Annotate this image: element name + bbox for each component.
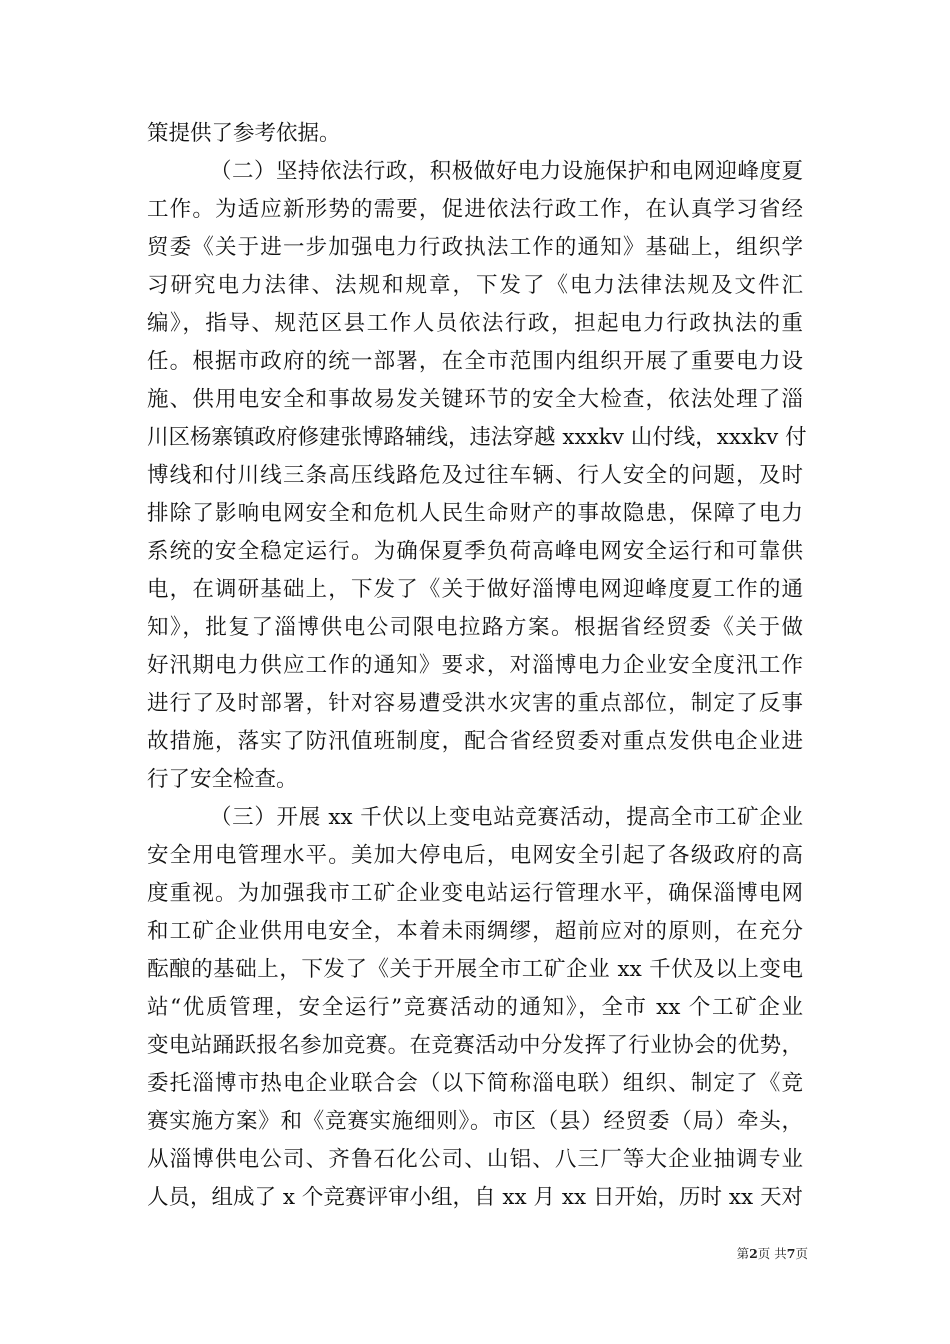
text-line: 行了安全检查。 <box>147 767 298 792</box>
text-line: （三）开展 xx 千伏以上变电站竞赛活动，提高全市工矿企业 <box>210 805 803 830</box>
text-line: 站“优质管理，安全运行”竞赛活动的通知》，全市 xx 个工矿企业 <box>147 995 803 1020</box>
text-line: 赛实施方案》和《竞赛实施细则》。市区（县）经贸委（局）牵头， <box>147 1109 803 1134</box>
footer-suffix: 页 <box>795 1246 808 1261</box>
text-line: 博线和付川线三条高压线路危及过往车辆、行人安全的问题，及时 <box>147 463 803 488</box>
text-line: 安全用电管理水平。美加大停电后，电网安全引起了各级政府的高 <box>147 843 803 868</box>
text-line: 贸委《关于进一步加强电力行政执法工作的通知》基础上，组织学 <box>147 235 803 260</box>
text-line: 排除了影响电网安全和危机人民生命财产的事故隐患，保障了电力 <box>147 501 803 526</box>
text-line: 好汛期电力供应工作的通知》要求，对淄博电力企业安全度汛工作 <box>147 653 803 678</box>
text-line: 酝酿的基础上，下发了《关于开展全市工矿企业 xx 千伏及以上变电 <box>147 957 803 982</box>
page-number-footer <box>737 1246 808 1262</box>
text-line: 和工矿企业供用电安全，本着未雨绸缪，超前应对的原则，在充分 <box>147 919 803 944</box>
footer-prefix: 第 <box>736 1246 750 1261</box>
text-line: 川区杨寨镇政府修建张博路辅线，违法穿越 xxxkv 山付线，xxxkv 付 <box>147 425 807 450</box>
text-line: 系统的安全稳定运行。为确保夏季负荷高峰电网安全运行和可靠供 <box>147 539 803 564</box>
text-line: 委托淄博市热电企业联合会（以下简称淄电联）组织、制定了《竞 <box>147 1071 803 1096</box>
text-line: 编》，指导、规范区县工作人员依法行政，担起电力行政执法的重 <box>147 311 803 336</box>
text-line: 知》，批复了淄博供电公司限电拉路方案。根据省经贸委《关于做 <box>147 615 803 640</box>
text-line: 变电站踊跃报名参加竞赛。在竞赛活动中分发挥了行业协会的优势， <box>147 1033 803 1058</box>
text-line: 习研究电力法律、法规和规章，下发了《电力法律法规及文件汇 <box>147 273 803 298</box>
text-line: 策提供了参考依据。 <box>147 121 341 146</box>
text-line: 从淄博供电公司、齐鲁石化公司、山铝、八三厂等大企业抽调专业 <box>147 1147 803 1172</box>
text-line: 电，在调研基础上，下发了《关于做好淄博电网迎峰度夏工作的通 <box>147 577 803 602</box>
footer-middle: 页 共 <box>757 1246 787 1261</box>
text-line: 人员，组成了 x 个竞赛评审小组，自 xx 月 xx 日开始，历时 xx 天对 <box>147 1185 803 1210</box>
text-line: 工作。为适应新形势的需要，促进依法行政工作，在认真学习省经 <box>147 197 803 222</box>
text-line: 进行了及时部署，针对容易遭受洪水灾害的重点部位，制定了反事 <box>147 691 803 716</box>
text-line: （二）坚持依法行政，积极做好电力设施保护和电网迎峰度夏 <box>210 159 803 184</box>
current-page-number: 2 <box>749 1246 758 1261</box>
text-line: 任。根据市政府的统一部署，在全市范围内组织开展了重要电力设 <box>147 349 803 374</box>
total-page-number: 7 <box>786 1246 796 1261</box>
text-line: 度重视。为加强我市工矿企业变电站运行管理水平，确保淄博电网 <box>147 881 803 906</box>
text-line: 故措施，落实了防汛值班制度，配合省经贸委对重点发供电企业进 <box>147 729 803 754</box>
text-line: 施、供用电安全和事故易发关键环节的安全大检查，依法处理了淄 <box>147 387 803 412</box>
